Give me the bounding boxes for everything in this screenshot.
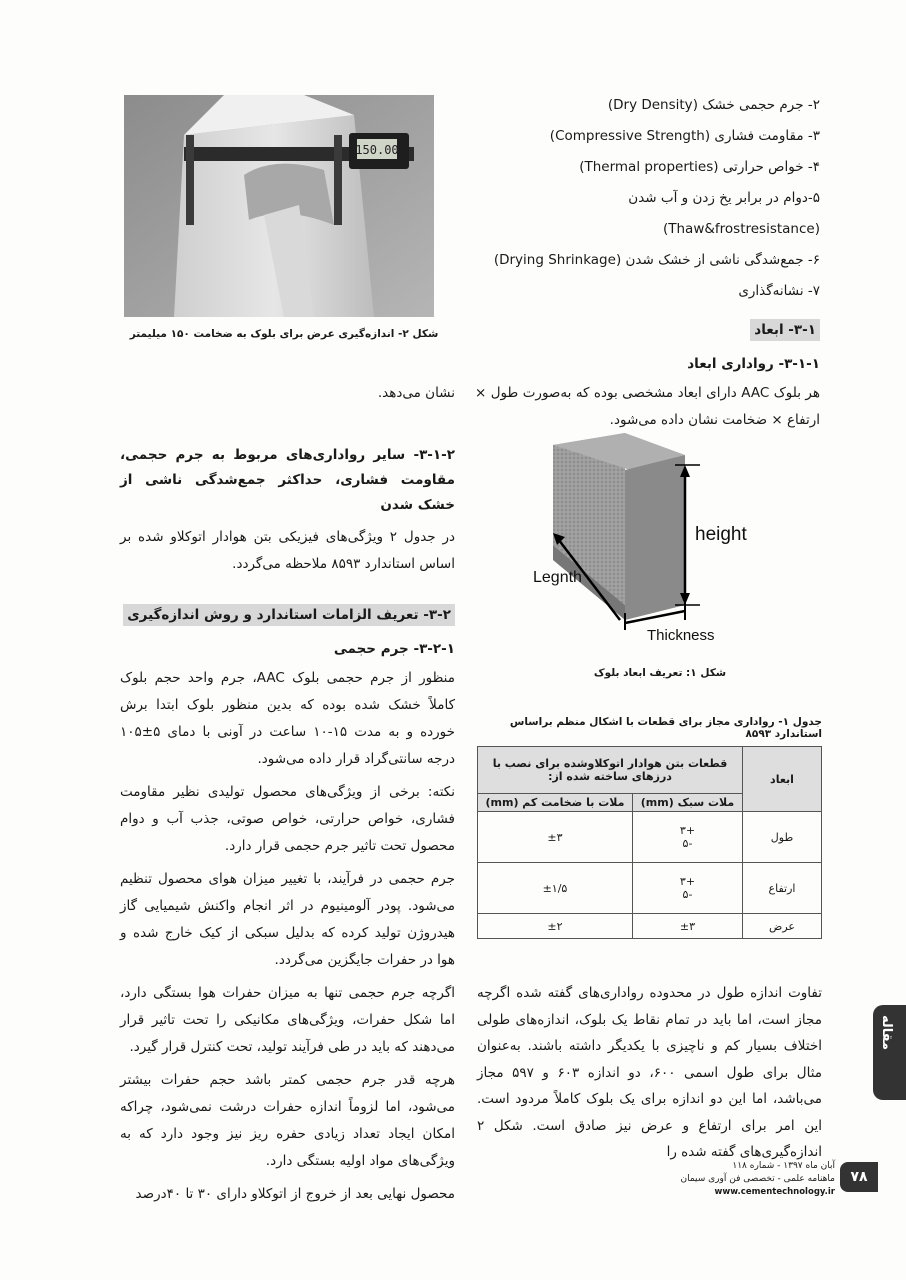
block-dimensions-figure (525, 425, 765, 657)
table-row (478, 863, 822, 914)
caliper-measurement-photo (124, 95, 434, 317)
thickness-label: Thickness (647, 627, 715, 644)
figure2-caption: شکل ۲- اندازه‌گیری عرض برای بلوک به ضخامت ۱۵۰ میلیمتر (129, 328, 439, 340)
list-item: ۴- خواص حرارتی (Thermal properties) (579, 159, 820, 175)
list-item: ۲- جرم حجمی خشک (Dry Density) (607, 97, 820, 113)
right-column (475, 90, 820, 440)
light-tolerance-upper: +۳ (679, 875, 696, 888)
tolerance-table (477, 746, 822, 939)
caliper-reading: 150.00 (355, 143, 399, 157)
table-header-group: قطعات بتن هوادار اتوکلاوشده برای نصب با درزهای ساخته شده از: (478, 747, 743, 794)
table-cell-dimension: ارتفاع (743, 863, 822, 914)
table-row (478, 812, 822, 863)
paragraph: منظور از جرم حجمی بلوک AAC، جرم واحد حجم بلوک کاملاً خشک شده بوده که بدین منظور بلوک ابتدا برش خورده و به مدت ۱۵-۱۰ ساعت در آونی با دمای ۵±۱۰۵ درجه سانتی‌گراد قرار داده می‌شود. (120, 670, 455, 767)
section-side-tab (873, 1005, 906, 1100)
section-heading: ۳-۱- ابعاد (750, 319, 820, 341)
light-tolerance-upper: +۳ (679, 824, 696, 837)
section-heading: ۳-۲- تعریف الزامات استاندارد و روش اندازه‌گیری (123, 604, 455, 626)
footer-magazine: ماهنامه علمی - تخصصی فن آوری سیمان (680, 1174, 835, 1184)
paragraph: محصول نهایی بعد از خروج از اتوکلاو دارای ۳۰ تا ۴۰درصد (135, 1186, 455, 1202)
table-cell-thin: ±۳ (478, 812, 633, 863)
figure1-caption: شکل ۱: تعریف ابعاد بلوک (593, 667, 727, 679)
paragraph: نکته: برخی از ویژگی‌های محصول تولیدی نظیر مقاومت فشاری، خواص حرارتی، خواص صوتی، جذب آب و دوام محصول تحت تاثیر جرم حجمی قرار دارد. (120, 784, 455, 854)
page-number: ۷۸ (840, 1162, 878, 1192)
table-cell-thin: ±۱/۵ (478, 863, 633, 914)
list-item: ۵-دوام در برابر یخ زدن و آب شدن (Thaw&frostresistance) (628, 190, 820, 237)
paragraph: هرچه قدر جرم حجمی کمتر باشد حجم حفرات بیشتر می‌شود، اما لزوماً اندازه حفرات درشت نمی‌شود، چراکه امکان ایجاد تعداد زیادی حفره ریز نیز وجود دارد که به ویژگی‌های مواد اولیه بستگی دارد. (120, 1072, 455, 1169)
light-tolerance-lower: -۵ (682, 837, 693, 850)
subsection-heading: ۳-۱-۱- رواداری ابعاد (687, 356, 820, 372)
table-cell-dimension: طول (743, 812, 822, 863)
paragraph: اگرچه جرم حجمی تنها به میزان حفرات هوا بستگی دارد، اما شکل حفرات، ویژگی‌های مکانیکی را تحت تاثیر قرار می‌دهند که باید در طی فرآیند تولید، تحت کنترل قرار گیرد. (120, 985, 455, 1055)
list-item: ۷- نشانه‌گذاری (738, 283, 820, 299)
length-label: Legnth (533, 569, 582, 586)
table-cell-thin: ±۲ (478, 914, 633, 939)
table1-caption: جدول ۱- رواداری مجاز برای قطعات با اشکال منظم براساس استاندارد ۸۵۹۳ (509, 716, 822, 740)
block-diagram (525, 425, 765, 657)
subsection-heading: ۳-۱-۲- سایر رواداری‌های مربوط به جرم حجمی، مقاومت فشاری، حداکثر جمع‌شدگی ناشی از خشک شدن (120, 447, 455, 513)
table-header-light-mortar: ملات سبک (mm) (632, 794, 742, 812)
paragraph: جرم حجمی در فرآیند، با تغییر میزان هوای محصول تنظیم می‌شود. پودر آلومینیوم در اثر انجام واکنش شیمیایی گاز هیدروژن تولید کرده که بدلیل سبکی از کیک خارج شده و هوا در حفرات جایگزین می‌گردد. (120, 871, 455, 968)
paragraph: هر بلوک AAC دارای ابعاد مشخصی بوده که به‌صورت طول × ارتفاع × ضخامت نشان داده می‌شود. (475, 385, 820, 428)
height-label: height (695, 524, 747, 545)
table-row (478, 914, 822, 939)
table-cell-light (632, 863, 742, 914)
page-footer (660, 1160, 835, 1199)
paragraph: تفاوت اندازه طول در محدوده رواداری‌های گفته شده اگرچه مجاز است، اما باید در تمام نقاط یک بلوک، اندازه‌های طولی اختلاف بسیار کم و ناچیزی با یکدیگر داشته باشند. به‌عنوان مثال برای طول اسمی ۶۰۰، دو اندازه ۶۰۳ و ۵۹۷ مجاز می‌باشد، اما این دو اندازه برای یک بلوک کاملاً مردود است. این امر برای ارتفاع و عرض نیز صادق است. شکل ۲ اندازه‌گیری‌های گفته شده را (477, 985, 822, 1160)
table-header-thin-mortar: ملات با ضخامت کم (mm) (478, 794, 633, 812)
paragraph: در جدول ۲ ویژگی‌های فیزیکی بتن هوادار اتوکلاو شده بر اساس استاندارد ۸۵۹۳ ملاحظه می‌گردد. (120, 529, 455, 572)
list-item: ۳- مقاومت فشاری (Compressive Strength) (549, 128, 820, 144)
light-tolerance-lower: -۵ (682, 888, 693, 901)
side-tab-label: مقاله (879, 1015, 894, 1051)
subsection-heading: ۳-۲-۱- جرم حجمی (333, 641, 455, 657)
table-cell-light (632, 812, 742, 863)
left-column (120, 380, 455, 1214)
table-cell-dimension: عرض (743, 914, 822, 939)
caliper-photo-illustration (124, 95, 434, 317)
right-bottom-text (477, 980, 822, 1172)
list-item: ۶- جمع‌شدگی ناشی از خشک شدن (Drying Shrinkage) (493, 252, 820, 268)
paragraph: نشان می‌دهد. (377, 385, 455, 401)
table-header-dimension: ابعاد (743, 747, 822, 812)
footer-issue: آبان ماه ۱۳۹۷ - شماره ۱۱۸ (732, 1161, 835, 1171)
table-cell-light: ±۳ (632, 914, 742, 939)
footer-website[interactable]: www.cementechnology.ir (714, 1187, 835, 1197)
